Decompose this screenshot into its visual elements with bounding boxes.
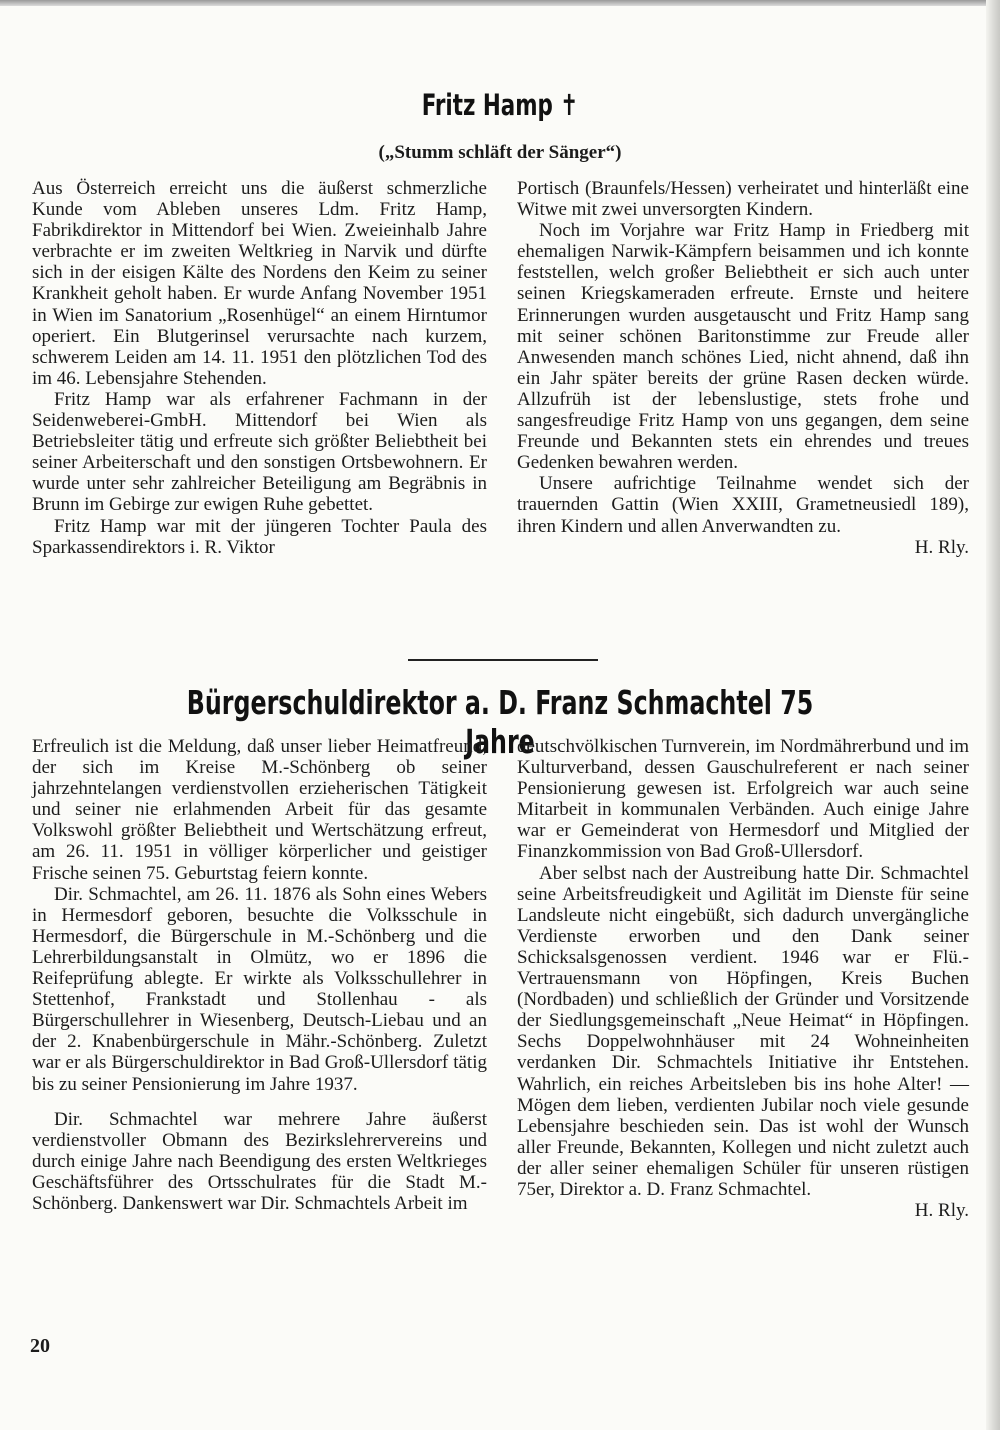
article2-column-left	[32, 736, 487, 1214]
article-divider	[408, 659, 598, 661]
article1-paragraph-5: Noch im Vorjahre war Fritz Hamp in Friedberg mit ehemaligen Narwik-Kämpfern beisammen und ich konnte feststellen, welch großer Beliebtheit er sich auch unter seinen Kriegskameraden erfreute. Ernste und heitere Erinnerungen wurden ausgetauscht und Fritz Hamp sang mit seiner schönen Baritonstimme zur Freude aller Anwesenden manch schönes Lied, nicht ahnend, daß ihn ein Jahr später bereits der grüne Rasen decken würde. Allzufrüh ist der lebenslustige, stets frohe und sangesfreudige Fritz Hamp von uns gegangen, dem seine Freunde und Bekannten stets ein ehrendes und treues Gedenken bewahren werden.	[517, 220, 969, 474]
article1-paragraph-1: Aus Österreich erreicht uns die äußerst schmerzliche Kunde vom Ableben unseres Ldm. Fritz Hamp, Fabrikdirektor in Mittendorf bei Wien. Zweieinhalb Jahre verbrachte er im zweiten Weltkrieg in Narvik und dürfte sich in der eisigen Kälte des Nordens den Keim zu seiner Krankheit geholt haben. Er wurde Anfang November 1951 in Wien im Sanatorium „Rosenhügel“ an einem Hirntumor operiert. Ein Blutgerinsel verursachte nach kurzem, schwerem Leiden am 14. 11. 1951 den plötzlichen Tod des im 46. Lebensjahre Stehenden.	[32, 178, 487, 389]
page-top-edge	[0, 0, 1000, 6]
article2-paragraph-1: Erfreulich ist die Meldung, daß unser lieber Heimatfreund, der sich im Kreise M.-Schönberg ob seiner jahrzehntelangen verdienstvollen erzieherischen Tätigkeit und seiner nie erlahmenden Arbeit für das gesamte Volkswohl größter Beliebtheit und Wertschätzung erfreut, am 26. 11. 1951 in völliger körperlicher und geistiger Frische seinen 75. Geburtstag feiern konnte.	[32, 736, 487, 884]
article1-title: Fritz Hamp ✝	[421, 88, 579, 122]
article1-paragraph-3: Fritz Hamp war mit der jüngeren Tochter Paula des Sparkassendirektors i. R. Viktor	[32, 515, 487, 558]
article1-column-left	[32, 178, 487, 558]
article2-paragraph-5: Aber selbst nach der Austreibung hatte Dir. Schmachtel seine Arbeitsfreudigkeit und Agilität im Dienste für seine Landsleute nicht eingebüßt, sich dadurch unvergängliche Verdienste erworben und den Dank seiner Schicksalsgenossen verdient. 1946 war er Flü.-Vertrauensmann von Höpfingen, Kreis Buchen (Nordbaden) und schließlich der Gründer und Vorsitzende der Siedlungsgemeinschaft „Neue Heimat“ in Höpfingen. Sechs Doppelwohnhäuser mit 24 Wohneinheiten verdanken Dir. Schmachtels Initiative ihr Entstehen. Wahrlich, ein reiches Arbeitsleben bis ins hohe Alter! — Mögen dem lieben, verdienten Jubilar noch viele gesunde Lebensjahre beschieden sein. Das ist wohl der Wunsch aller Freunde, Bekannten, Kollegen und nicht zuletzt auch der aller seiner ehemaligen Schüler für unseren rüstigen 75er, Direktor a. D. Franz Schmachtel.	[517, 862, 969, 1200]
article2-signature: H. Rly.	[914, 1200, 969, 1222]
article2-paragraph-3: Dir. Schmachtel war mehrere Jahre äußerst verdienstvoller Obmann des Bezirkslehrervereins und durch einige Jahre nach Beendigung des ersten Weltkrieges Geschäftsführer des Ortsschulrates für die Stadt M.-Schönberg. Dankenswert war Dir. Schmachtels Arbeit im	[32, 1108, 487, 1214]
article2-title: Bürgerschuldirektor a. D. Franz Schmachtel 75 Jahre	[186, 683, 814, 761]
paragraph-gap	[32, 1095, 487, 1109]
article1-paragraph-6: Unsere aufrichtige Teilnahme wendet sich der trauernden Gattin (Wien XXIII, Grametneusiedl 189), ihren Kindern und allen Anverwandten zu.	[517, 473, 969, 537]
article1-paragraph-2: Fritz Hamp war als erfahrener Fachmann in der Seidenweberei-GmbH. Mittendorf bei Wien als Betriebsleiter tätig und erfreute sich größter Beliebtheit bei seiner Arbeiterschaft und den sonstigen Ortsbewohnern. Er wurde unter sehr zahlreicher Beteiligung am Begräbnis in Brunn im Gebirge zur ewigen Ruhe gebettet.	[32, 388, 487, 516]
article1-paragraph-4: Portisch (Braunfels/Hessen) verheiratet und hinterläßt eine Witwe mit zwei unversorgten Kindern.	[517, 178, 969, 221]
article2-paragraph-2: Dir. Schmachtel, am 26. 11. 1876 als Sohn eines Webers in Hermesdorf geboren, besuchte die Volksschule in Hermesdorf, die Bürgerschule in M.-Schönberg und die Lehrerbildungsanstalt in Olmütz, wo er 1896 die Reifeprüfung ablegte. Er wirkte als Volksschullehrer in Stettenhof, Frankstadt und Stollenhau - als Bürgerschullehrer in Wiesenberg, Deutsch-Liebau und an der 2. Knabenbürgerschule in Mähr.-Schönberg. Zuletzt war er als Bürgerschuldirektor in Bad Groß-Ullersdorf tätig bis zu seiner Pensionierung im Jahre 1937.	[32, 883, 487, 1095]
article2-column-right	[517, 736, 969, 1221]
page-binding-edge	[986, 0, 1000, 1430]
article2-paragraph-4: deutschvölkischen Turnverein, im Nordmährerbund und im Kulturverband, dessen Gauschulreferent er nach seiner Pensionierung gewesen ist. Erfolgreich war auch seine Mitarbeit in kommunalen Verbänden. Auch einige Jahre war er Gemeinderat von Hermesdorf und Mitglied der Finanzkommission von Bad Groß-Ullersdorf.	[517, 736, 969, 863]
article1-column-right	[517, 178, 969, 558]
article1-subtitle: („Stumm schläft der Sänger“)	[378, 142, 622, 163]
page-number: 20	[30, 1335, 50, 1357]
article1-signature: H. Rly.	[914, 536, 969, 558]
